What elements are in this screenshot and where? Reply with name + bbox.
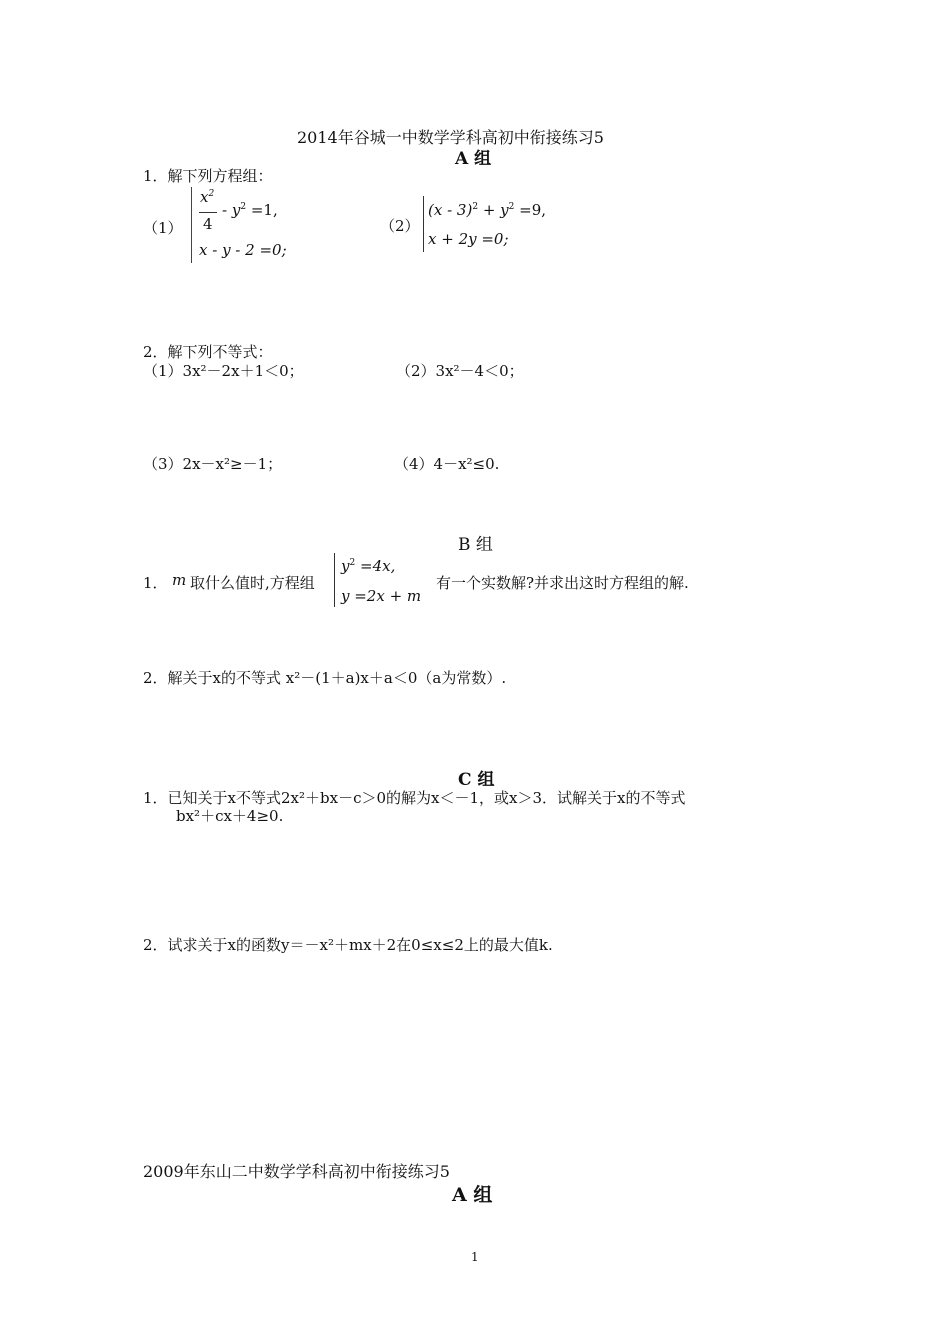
- question-c1-line1: 1．已知关于x不等式2x²＋bx－c＞0的解为x＜－1，或x＞3．试解关于x的不等式: [143, 789, 686, 807]
- inequality-2: （2）3x²－4＜0；: [396, 362, 524, 380]
- group-b-heading: B 组: [458, 535, 493, 555]
- brace: [191, 187, 192, 263]
- fraction-numerator: $x^2$: [200, 188, 215, 206]
- part-label: （1）: [143, 219, 183, 237]
- group-a-heading: A 组: [455, 149, 492, 169]
- brace: [334, 553, 335, 607]
- question-a1-stem: 1．解下列方程组：: [143, 167, 273, 185]
- question-c2: 2．试求关于x的函数y＝－x²＋mx＋2在0≤x≤2上的最大值k.: [143, 936, 553, 954]
- fraction-bar: [199, 212, 217, 213]
- group-c-heading: C 组: [458, 770, 495, 790]
- fraction-denominator: 4: [203, 215, 213, 233]
- question-c1-line2: bx²＋cx＋4≥0.: [176, 807, 284, 825]
- question-a2-stem: 2．解下列不等式：: [143, 343, 273, 361]
- equation-2: x + 2y =0;: [428, 230, 509, 248]
- question-b1-prefix: 1．: [143, 574, 168, 592]
- equation-2: x - y - 2 =0;: [199, 241, 287, 259]
- brace: [423, 196, 424, 252]
- question-b1-suffix: 有一个实数解?并求出这时方程组的解.: [436, 574, 689, 592]
- page-number: 1: [471, 1250, 479, 1264]
- document-title-2009: 2009年东山二中数学学科高初中衔接练习5: [143, 1162, 450, 1181]
- equation-1-rest: - $y^2 =1$,: [222, 201, 278, 219]
- inequality-1: （1）3x²－2x＋1＜0；: [143, 362, 304, 380]
- system-b1-equation-1: $y^2 =4x$,: [341, 557, 396, 575]
- question-b1-mid: 取什么值时,方程组: [190, 574, 315, 592]
- inequality-3: （3）2x－x²≥－1；: [143, 455, 283, 473]
- part-label: （2）: [380, 217, 420, 235]
- system-b1-equation-2: y =2x + m: [341, 587, 422, 605]
- group-a2-heading: A 组: [452, 1184, 493, 1206]
- variable-m: m: [172, 571, 187, 589]
- equation-1: $(x - 3)^2 + y^2 =9$,: [428, 201, 547, 219]
- question-b2: 2．解关于x的不等式 x²－(1＋a)x＋a＜0（a为常数）.: [143, 669, 507, 687]
- inequality-4: （4）4－x²≤0.: [394, 455, 500, 473]
- document-title: 2014年谷城一中数学学科高初中衔接练习5: [297, 128, 604, 147]
